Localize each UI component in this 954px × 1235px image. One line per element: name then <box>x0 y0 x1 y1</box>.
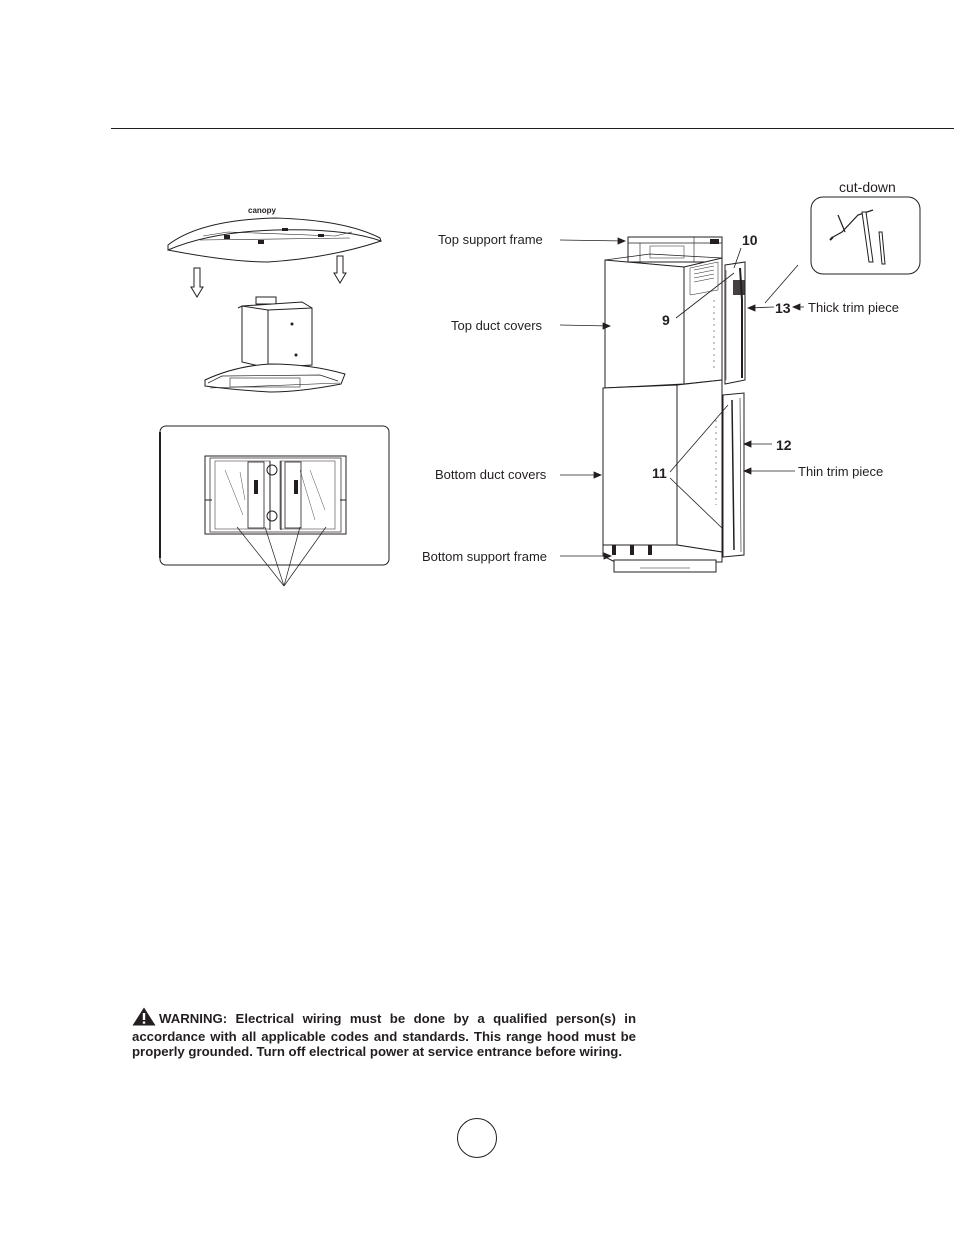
label-bottom-support-frame: Bottom support frame <box>422 549 547 564</box>
callout-12: 12 <box>776 437 792 453</box>
label-bottom-duct-covers: Bottom duct covers <box>435 467 547 482</box>
label-thin-trim-piece: Thin trim piece <box>798 464 884 479</box>
detail-view-panel <box>160 426 389 565</box>
down-arrow-icon <box>191 268 203 297</box>
warning-triangle-icon <box>132 1007 156 1029</box>
callout-11: 11 <box>652 465 667 481</box>
bottom-support-frame <box>603 545 722 572</box>
thick-trim-piece <box>725 262 745 384</box>
label-thick-trim-piece: Thick trim piece <box>808 300 900 315</box>
callout-10: 10 <box>742 232 758 248</box>
callout-13: 13 <box>775 300 791 316</box>
page-number-circle <box>457 1118 497 1158</box>
label-top-support-frame: Top support frame <box>438 232 543 247</box>
thin-trim-piece <box>723 393 744 557</box>
canopy-label: canopy <box>248 206 277 215</box>
top-support-frame <box>628 237 722 262</box>
warning-text: WARNING: Electrical wiring must be done by a qualified person(s) in accordance with all applicable codes and standards. This range hood must be properly grounded. Turn off electrical power at service entrance before wiring. <box>132 1011 636 1059</box>
hood-body <box>205 297 345 392</box>
warning-notice <box>132 1007 636 1059</box>
callout-9: 9 <box>662 312 670 328</box>
canopy-glass <box>168 218 381 262</box>
cut-down-inset <box>811 197 920 274</box>
label-cut-down: cut-down <box>839 179 896 195</box>
label-top-duct-covers: Top duct covers <box>451 318 543 333</box>
down-arrow-icon <box>334 256 346 283</box>
